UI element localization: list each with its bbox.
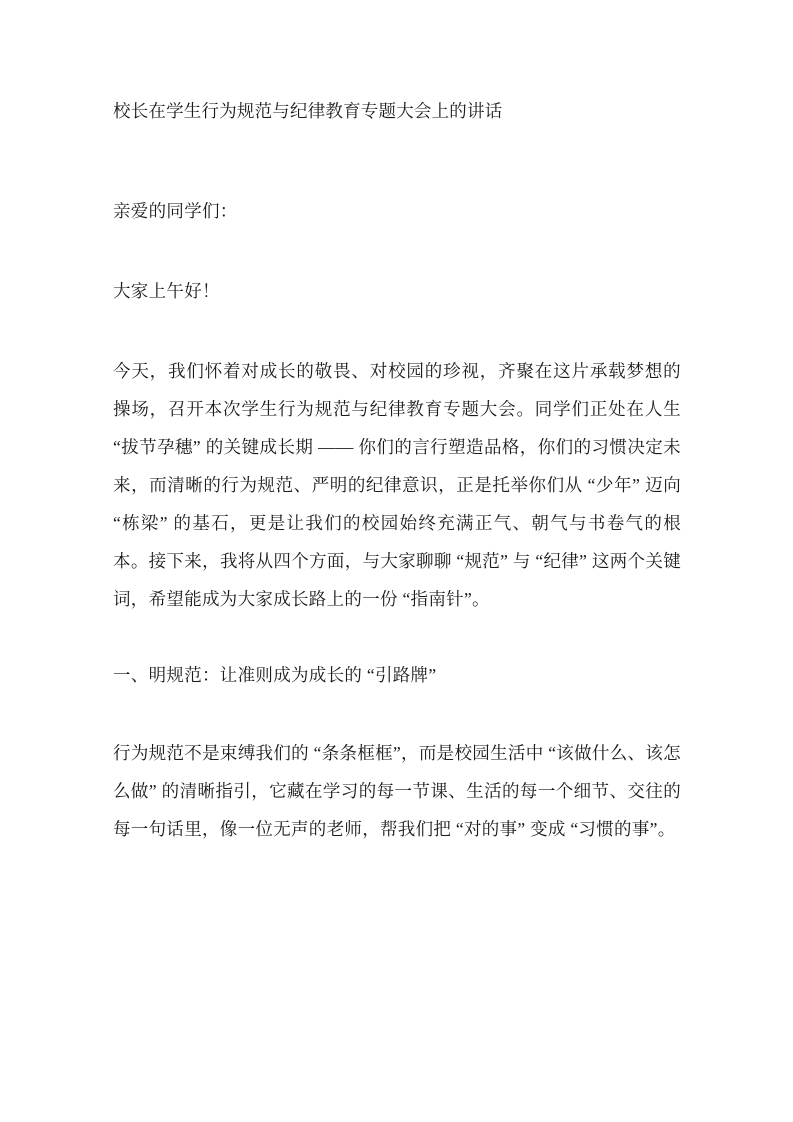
section-body-paragraph: 行为规范不是束缚我们的 “条条框框”，而是校园生活中 “该做什么、该怎么做” 的清晰指引，它藏在学习的每一节课、生活的每一个细节、交往的每一句话里，像一位无声的老师，帮我们把 “对的事” 变成 “习惯的事”。 [113,743,681,839]
page-title: 校长在学生行为规范与纪律教育专题大会上的讲话 [113,101,503,121]
greeting-paragraph: 大家上午好！ [113,281,220,301]
document-content [113,96,681,886]
intro-paragraph: 今天，我们怀着对成长的敬畏、对校园的珍视，齐聚在这片承载梦想的操场，召开本次学生行为规范与纪律教育专题大会。同学们正处在人生 “拔节孕穗” 的关键成长期 —— 你们的言行塑造品格，你们的习惯决定未来，而清晰的行为规范、严明的纪律意识，正是托举你们从 “少年” 迈向 “栋梁” 的基石，更是让我们的校园始终充满正气、朝气与书卷气的根本。接下来，我将从四个方面，与大家聊聊 “规范” 与 “纪律” 这两个关键词，希望能成为大家成长路上的一份 “指南针”。 [113,361,681,609]
section-heading: 一、明规范：让准则成为成长的 “引路牌” [113,665,437,685]
salutation-paragraph: 亲爱的同学们： [113,201,238,221]
